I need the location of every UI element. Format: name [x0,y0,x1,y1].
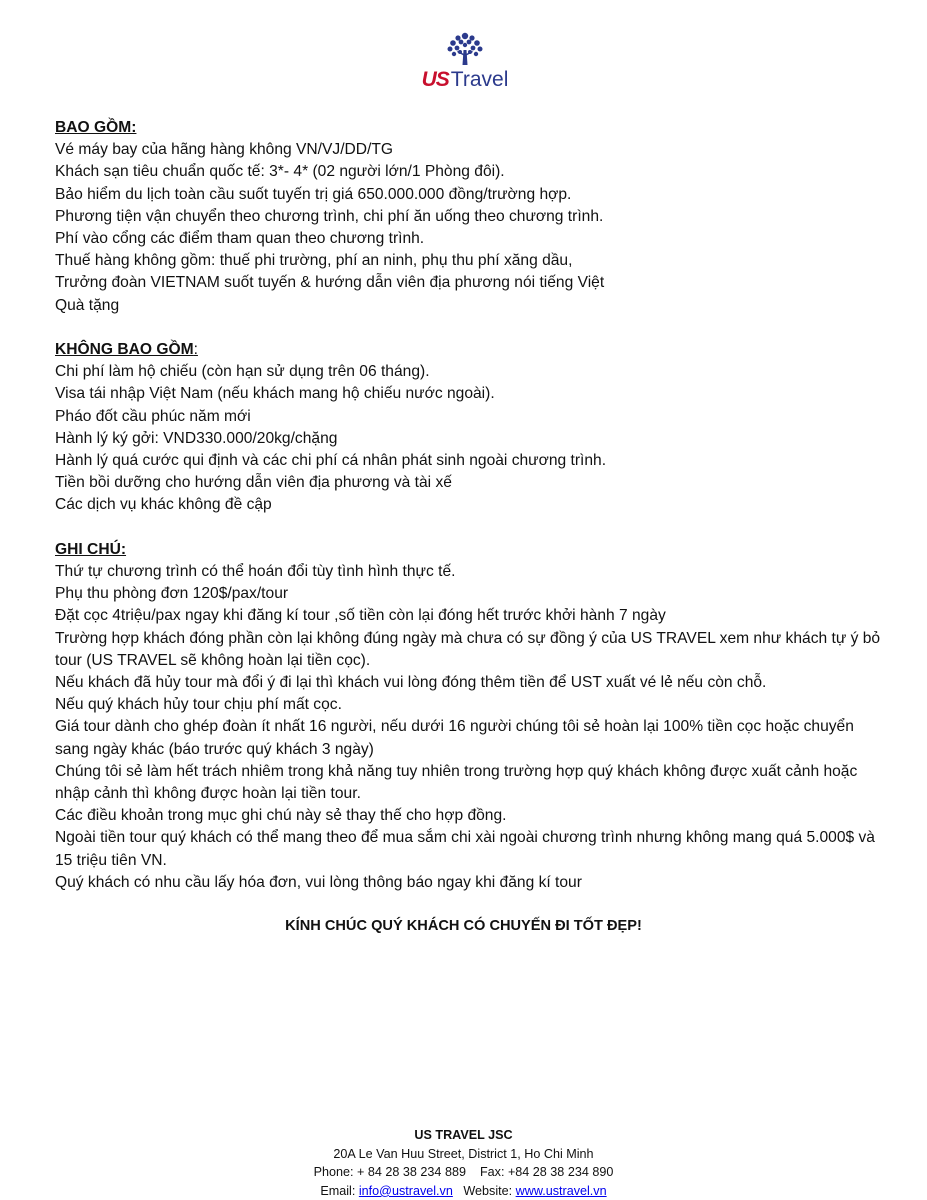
footer [0,1126,927,1200]
footer-phone-fax: Phone: + 84 28 38 234 889 Fax: +84 28 38 234 890 [313,1165,614,1180]
note-item: Quý khách có nhu cầu lấy hóa đơn, vui lòng thông báo ngay khi đăng kí tour [55,873,582,891]
note-item: Thứ tự chương trình có thể hoán đổi tùy tình hình thực tế. [55,563,456,581]
note-item: Ngoài tiền tour quý khách có thể mang theo để mua sắm chi xài ngoài chương trình nhưng không mang quá 5.000$ và 15 triệu tiên VN. [55,829,875,869]
note-item: Nếu quý khách hủy tour chịu phí mất cọc. [55,696,342,714]
notes-list [55,561,885,894]
tree-icon [420,30,510,70]
excluded-item: Chi phí làm hộ chiếu (còn hạn sử dụng trên 06 tháng). [55,363,430,381]
included-item: Bảo hiểm du lịch toàn cầu suốt tuyến trị giá 650.000.000 đồng/trường hợp. [55,185,572,203]
footer-contact [0,1182,927,1200]
excluded-item: Hành lý ký gởi: VND330.000/20kg/chặng [55,429,338,447]
note-item: Trường hợp khách đóng phần còn lại không đúng ngày mà chưa có sự đồng ý của US TRAVEL xem như khách tự ý bỏ tour (US TRAVEL sẽ không hoàn lại tiền cọc). [55,629,881,669]
excluded-item: Visa tái nhập Việt Nam (nếu khách mang hộ chiếu nước ngoài). [55,385,495,403]
note-item: Giá tour dành cho ghép đoàn ít nhất 16 người, nếu dưới 16 người chúng tôi sẻ hoàn lại 100% tiền cọc hoặc chuyển sang ngày khác (báo trước quý khách 3 ngày) [55,718,854,758]
document-body [55,117,885,916]
excluded-title-text: KHÔNG BAO GỒM [55,341,194,359]
footer-website-label: Website: [452,1183,516,1198]
notes-title: GHI CHÚ: [55,540,127,558]
included-item: Vé máy bay của hãng hàng không VN/VJ/DD/TG [55,141,394,159]
included-item: Phương tiện vận chuyển theo chương trình, chi phí ăn uống theo chương trình. [55,207,604,225]
excluded-item: Hành lý quá cước qui định và các chi phí cá nhân phát sinh ngoài chương trình. [55,452,607,470]
included-item: Thuế hàng không gồm: thuế phi trường, phí an ninh, phụ thu phí xăng dầu, [55,252,573,270]
closing-message: KÍNH CHÚC QUÝ KHÁCH CÓ CHUYẾN ĐI TỐT ĐẸP! [285,918,642,934]
footer-email-label: Email: [320,1183,359,1198]
note-item: Nếu khách đã hủy tour mà đổi ý đi lại thì khách vui lòng đóng thêm tiền để UST xuất vé lẻ nếu còn chỗ. [55,674,767,692]
footer-address: 20A Le Van Huu Street, District 1, Ho Chi Minh [333,1146,594,1161]
excluded-section [55,339,885,517]
included-item: Quà tặng [55,296,120,314]
included-item: Khách sạn tiêu chuẩn quốc tế: 3*- 4* (02 người lớn/1 Phòng đôi). [55,163,505,181]
notes-section [55,539,885,894]
excluded-item: Các dịch vụ khác không đề cập [55,496,272,514]
note-item: Đặt cọc 4triệu/pax ngay khi đăng kí tour ,số tiền còn lại đóng hết trước khởi hành 7 ngày [55,607,666,625]
note-item: Các điều khoản trong mục ghi chú này sẻ thay thế cho hợp đồng. [55,807,507,825]
excluded-list [55,361,885,516]
included-section [55,117,885,317]
excluded-title-colon: : [193,341,198,359]
included-item: Trưởng đoàn VIETNAM suốt tuyến & hướng dẫn viên địa phương nói tiếng Việt [55,274,605,292]
logo-wordmark [420,68,510,92]
included-title: BAO GỒM: [55,119,137,136]
logo-us-text: US [421,68,449,91]
note-item: Phụ thu phòng đơn 120$/pax/tour [55,585,289,603]
footer-company: US TRAVEL JSC [414,1128,513,1142]
excluded-item: Tiền bồi dưỡng cho hướng dẫn viên địa phương và tài xế [55,474,452,492]
company-logo [420,30,510,94]
excluded-title [55,339,885,361]
footer-email-link[interactable]: info@ustravel.vn [358,1183,453,1198]
included-item: Phí vào cổng các điểm tham quan theo chương trình. [55,230,425,248]
excluded-item: Pháo đốt cầu phúc năm mới [55,407,251,425]
logo-travel-text: Travel [450,68,509,91]
included-list [55,139,885,317]
footer-website-link[interactable]: www.ustravel.vn [515,1183,607,1198]
note-item: Chúng tôi sẻ làm hết trách nhiêm trong khả năng tuy nhiên trong trường hợp quý khách không được xuất cảnh hoặc nhập cảnh thì không được hoàn lại tiền tour. [55,762,858,803]
